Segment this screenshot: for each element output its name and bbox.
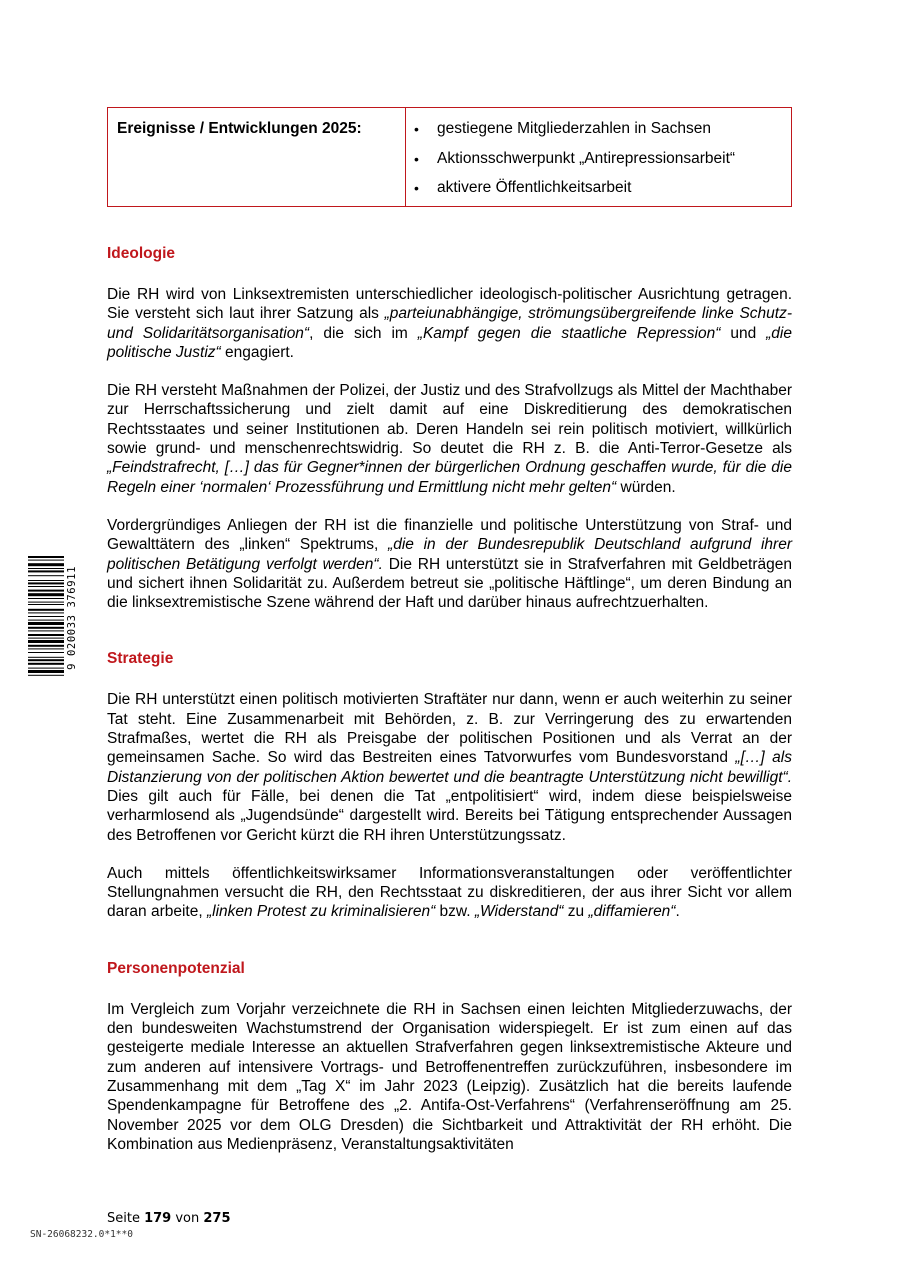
events-list-item: • gestiegene Mitgliederzahlen in Sachsen bbox=[414, 118, 791, 148]
section-heading-ideologie: Ideologie bbox=[107, 245, 176, 262]
events-list bbox=[414, 118, 791, 207]
ideologie-paragraph-3: Vordergründiges Anliegen der RH ist die finanzielle und politische Unterstützung von Straf- und Gewalttätern des „linken“ Spektrums, „die in der Bundesrepublik Deutschland aufgrund ihrer politischen Betätigung verfolgt werden“. Die RH unterstützt sie in Strafverfahren mit Geldbeträgen und sichert ihnen Solidarität zu. Außerdem betreut sie „politische Häftlinge“, um deren Bindung an die linksextremistische Szene während der Haft und darüber hinaus aufrechtzuerhalten. bbox=[107, 516, 792, 612]
events-list-cell bbox=[406, 108, 791, 206]
section-heading-strategie: Strategie bbox=[107, 650, 174, 668]
strategie-paragraph-1: Die RH unterstützt einen politisch motivierten Straftäter nur dann, wenn er auch weiterhin zu seiner Tat steht. Eine Zusammenarbeit mit Behörden, z. B. zur Verringerung des zu erwartenden Strafmaßes, wertet die RH als Preisgabe der politischen Positionen und als Verrat an der gemeinsamen Sache. So wird das Bestreiten eines Tatvorwurfes vom Bundesvorstand „[…] als Distanzierung von der politischen Aktion bewertet und die beantragte Unterstützung nicht bewilligt“. Dies gilt auch für Fälle, bei denen die Tat „entpolitisiert“ wird, indem diese beispielsweise verharmlosend als „Jugendsünde“ dargestellt wird. Bereits bei Tätigung entsprechender Aussagen des Betroffenen vor Gericht kürzt die RH ihren Unterstützungssatz. bbox=[107, 691, 792, 844]
ideologie-paragraph-1: Die RH wird von Linksextremisten unterschiedlicher ideologisch-politischer Ausrichtung getragen. Sie versteht sich laut ihrer Satzung als „parteiunabhängige, strömungsübergreifende linke Schutz- und Solidaritätsorganisation“, die sich im „Kampf gegen die staatliche Repression“ und „die politische Justiz“ engagiert. bbox=[107, 286, 793, 361]
barcode-icon bbox=[28, 556, 70, 714]
events-list-item: • aktivere Öffentlichkeitsarbeit bbox=[414, 177, 791, 207]
barcode-digits: 9 020033 376911 bbox=[66, 566, 78, 670]
section-heading-personenpotenzial: Personenpotenzial bbox=[107, 959, 245, 977]
document-code: SN-26068232.0*1**0 bbox=[30, 1229, 133, 1240]
events-label: Ereignisse / Entwicklungen 2025: bbox=[108, 108, 406, 206]
page-number: Seite 179 von 275 bbox=[107, 1211, 231, 1226]
ideologie-paragraph-2: Die RH versteht Maßnahmen der Polizei, der Justiz und des Strafvollzugs als Mittel der Machthaber zur Herrschaftssicherung und zielt damit auf eine Diskreditierung des demokratischen Rechtsstaates und seiner Institutionen ab. Deren Handeln sei rein politisch motiviert, willkürlich sowie grund- und menschenrechtswidrig. So deutet die RH z. B. die Anti-Terror-Gesetze als „Feindstrafrecht, […] das für Gegner*innen der bürgerlichen Ordnung geschaffen wurde, für die die Regeln einer ‘normalen‘ Prozessführung und Ermittlung nicht mehr gelten“ würden. bbox=[107, 382, 792, 496]
events-list-item: • Aktionsschwerpunkt „Antirepressionsarbeit“ bbox=[414, 148, 791, 178]
page-content bbox=[107, 107, 792, 1154]
events-info-box bbox=[107, 107, 792, 207]
personen-paragraph-1: Im Vergleich zum Vorjahr verzeichnete die RH in Sachsen einen leichten Mitgliederzuwachs, der den bundesweiten Wachstumstrend der Organisation widerspiegelt. Er ist zum einen auf das gesteigerte mediale Interesse an aktuellen Strafverfahren gegen linksextremistische Akteure und zum anderen auf intensivere Vortrags- und Betroffenentreffen zurückzuführen, insbesondere im Zusammenhang mit dem „Tag X“ im Jahr 2023 (Leipzig). Zusätzlich hat die bereits laufende Spendenkampagne für Betroffene des „2. Antifa-Ost-Verfahrens“ (Verfahrenseröffnung am 25. November 2025 vor dem OLG Dresden) die Sichtbarkeit und Attraktivität der RH erhöht. Die Kombination aus Medienpräsenz, Veranstaltungsaktivitäten bbox=[107, 1000, 792, 1153]
strategie-paragraph-2: Auch mittels öffentlichkeitswirksamer Informationsveranstaltungen oder veröffentlichter Stellungnahmen versucht die RH, den Rechtsstaat zu diskreditieren, der aus ihrer Sicht vor allem daran arbeite, „linken Protest zu kriminalisieren“ bzw. „Widerstand“ zu „diffamieren“. bbox=[107, 864, 792, 921]
